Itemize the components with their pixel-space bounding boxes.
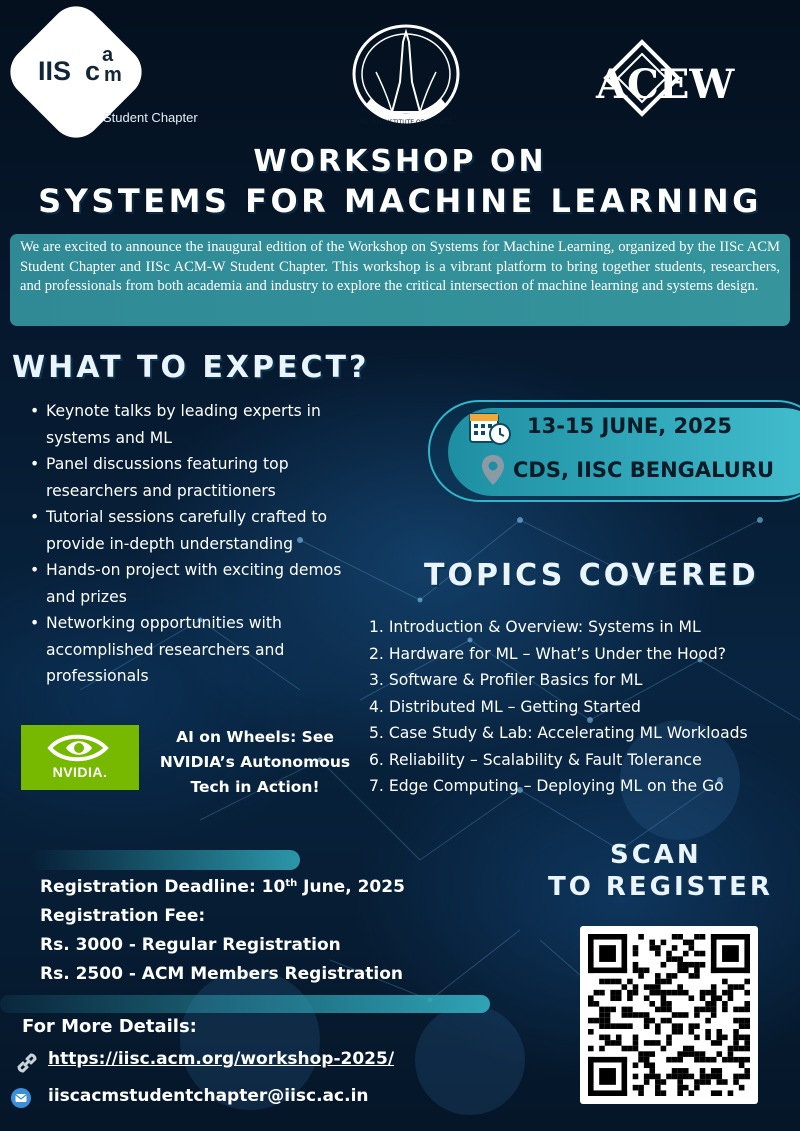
registration-bar-top <box>30 850 300 870</box>
logo-letters-iis: IIS <box>38 56 72 86</box>
mail-icon <box>10 1087 32 1109</box>
acm-w-letters: ACEW <box>596 61 735 108</box>
topic-item: 4. Distributed ML – Getting Started <box>369 697 641 716</box>
registration-fee-regular: Rs. 3000 - Regular Registration <box>40 935 341 955</box>
contact-email[interactable]: iiscacmstudentchapter@iisc.ac.in <box>48 1086 369 1106</box>
student-chapter-caption: Student Chapter <box>103 110 198 125</box>
what-to-expect-heading: WHAT TO EXPECT? <box>12 350 370 385</box>
link-icon <box>14 1050 40 1076</box>
seal-text: INDIAN INSTITUTE OF SCIENCE <box>359 119 453 126</box>
nvidia-eye-icon <box>44 731 116 765</box>
expect-item: • Panel discussions featuring top researchers and practitioners <box>30 451 360 504</box>
expect-item: • Keynote talks by leading experts in systems and ML <box>30 398 360 451</box>
deadline-label: Registration Deadline: 10 <box>40 877 286 897</box>
expect-item: • Tutorial sessions carefully crafted to provide in-depth understanding <box>30 504 360 557</box>
location-pin-icon <box>481 454 505 486</box>
title-line-1: WORKSHOP ON <box>253 144 547 179</box>
nvidia-wordmark: NVIDIA. <box>52 764 108 780</box>
logo-letter-a: a <box>102 44 114 66</box>
registration-deadline <box>40 877 405 897</box>
nvidia-line-2: NVIDIA’s Autonomous <box>159 753 351 771</box>
expect-item: • Hands-on project with exciting demos and prizes <box>30 557 360 610</box>
registration-bar-bottom <box>0 995 490 1013</box>
acm-w-logo <box>592 38 762 128</box>
iisc-acm-logo-text <box>30 46 130 106</box>
topics-list <box>369 614 748 800</box>
event-date: 13-15 JUNE, 2025 <box>527 414 732 438</box>
intro-paragraph: We are excited to announce the inaugural edition of the Workshop on Systems for Machine Learning, organized by the IISc ACM Student Chapter and IISc ACM-W Student Chapter. This workshop is a vibrant platform to bring together students, researchers, and professionals from both academia and industry to explore the critical intersection of machine learning and systems design. <box>10 234 790 326</box>
registration-fee-acm: Rs. 2500 - ACM Members Registration <box>40 964 403 984</box>
topic-item: 6. Reliability – Scalability & Fault Tolerance <box>369 750 702 769</box>
topic-item: 5. Case Study & Lab: Accelerating ML Workloads <box>369 724 748 742</box>
deadline-sup: th <box>285 878 298 889</box>
qr-code-pattern <box>588 934 750 1096</box>
nvidia-line-3: Tech in Action! <box>190 778 320 796</box>
workshop-url-link[interactable]: https://iisc.acm.org/workshop-2025/ <box>48 1049 395 1069</box>
topics-heading: TOPICS COVERED <box>424 558 759 593</box>
topic-item: 1. Introduction & Overview: Systems in ML <box>369 618 701 636</box>
topic-item: 7. Edge Computing – Deploying ML on the Go <box>369 777 724 795</box>
scan-heading-line-1: SCAN <box>610 840 702 870</box>
nvidia-demo-text <box>150 725 360 800</box>
more-details-heading: For More Details: <box>22 1016 197 1037</box>
iisc-seal-logo <box>346 22 466 132</box>
expect-list <box>30 398 360 690</box>
topic-item: 3. Software & Profiler Basics for ML <box>369 671 643 689</box>
title-line-2: SYSTEMS FOR MACHINE LEARNING <box>38 182 762 220</box>
expect-item: • Networking opportunities with accomplished researchers and professionals <box>30 610 360 690</box>
deadline-date: June, 2025 <box>297 877 405 897</box>
logo-letter-c: c <box>85 56 101 86</box>
scan-heading-line-2: TO REGISTER <box>548 872 773 902</box>
logo-letter-m: m <box>104 64 122 86</box>
calendar-clock-icon <box>468 410 514 446</box>
registration-qr-code[interactable] <box>580 926 758 1104</box>
registration-fee-label: Registration Fee: <box>40 906 206 926</box>
nvidia-line-1: AI on Wheels: See <box>176 728 334 746</box>
topic-item: 2. Hardware for ML – What’s Under the Hood? <box>369 644 727 663</box>
event-venue: CDS, IISC BENGALURU <box>513 458 775 482</box>
